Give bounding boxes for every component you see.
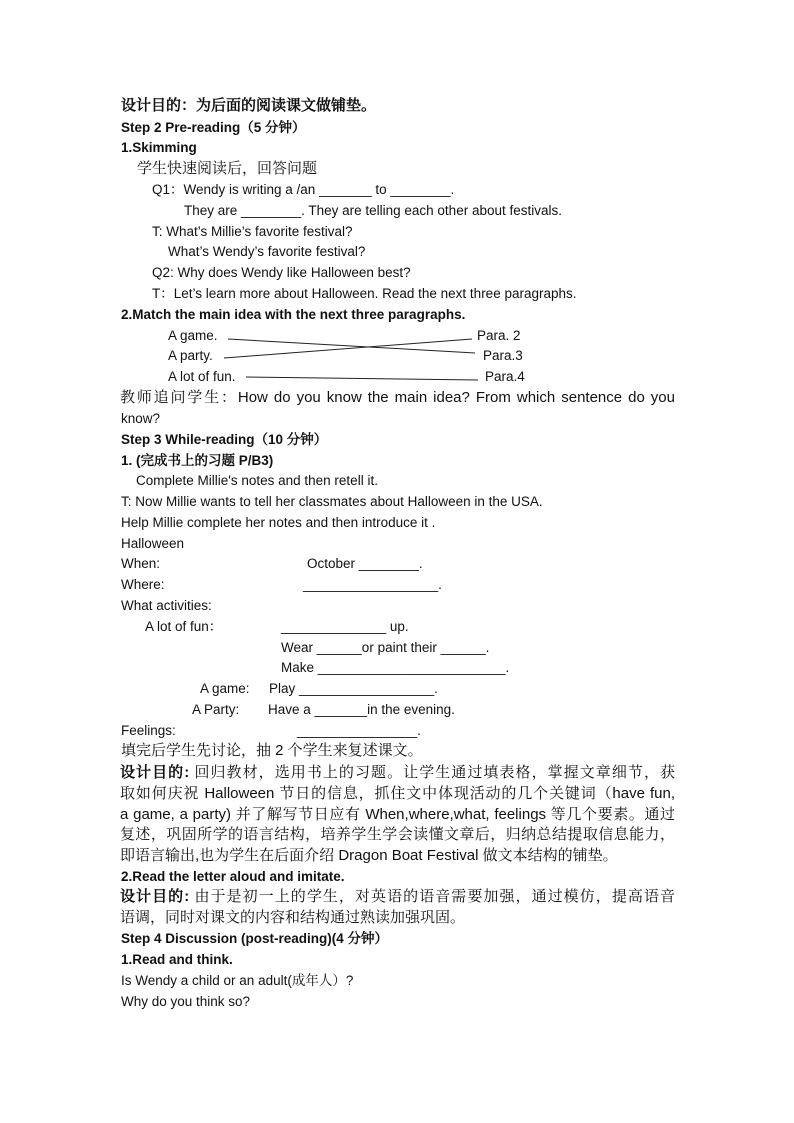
match-left-item: A party. bbox=[168, 348, 213, 363]
question-why: Why do you think so? bbox=[121, 994, 251, 1009]
notes-activities-label: What activities: bbox=[121, 598, 212, 613]
match-right-item: Para.4 bbox=[485, 369, 525, 384]
notes-game-blank: Play __________________. bbox=[269, 681, 438, 696]
teacher-instruction-3: T: Now Millie wants to tell her classmates about Halloween in the USA. bbox=[121, 494, 543, 509]
read-think-heading: 1.Read and think. bbox=[121, 952, 233, 967]
notes-feelings-label: Feelings: bbox=[121, 723, 176, 738]
design-purpose-2-label: 设计目的: bbox=[120, 764, 190, 781]
notes-fun-label: A lot of fun： bbox=[145, 619, 223, 634]
exercise-1-heading: 1. (完成书上的习题 P/B3) bbox=[121, 453, 274, 468]
help-instruction: Help Millie complete her notes and then introduce it . bbox=[121, 515, 436, 530]
after-filling-instruction: 填完后学生先讨论，抽 2 个学生来复述课文。 bbox=[121, 742, 423, 759]
exercise-1-instruction: Complete Millie's notes and then retell it. bbox=[136, 473, 378, 488]
match-line-game-para3 bbox=[228, 339, 475, 353]
notes-game-label: A game: bbox=[200, 681, 250, 696]
read-aloud-heading: 2.Read the letter aloud and imitate. bbox=[121, 869, 345, 884]
design-purpose-2-text: 回归教材，选用书上的习题。让学生通过填表格，掌握文章细节，获 bbox=[194, 764, 676, 781]
notes-when-label: When: bbox=[121, 556, 161, 571]
question-child-or-adult: Is Wendy a child or an adult(成年人）? bbox=[121, 973, 354, 988]
step4-heading: Step 4 Discussion (post-reading)(4 分钟） bbox=[121, 931, 389, 946]
notes-party-blank: Have a _______in the evening. bbox=[268, 702, 455, 717]
teacher-follow-up: 教师追问学生：How do you know the main idea? From which sentence do you bbox=[120, 389, 675, 406]
step2-heading: Step 2 Pre-reading（5 分钟） bbox=[121, 120, 306, 135]
skimming-heading: 1.Skimming bbox=[121, 140, 197, 155]
skimming-instruction: 学生快速阅读后，回答问题 bbox=[137, 160, 318, 177]
notes-when-blank: October ________. bbox=[307, 556, 423, 571]
notes-title: Halloween bbox=[121, 536, 185, 551]
notes-fun-blank-1: ______________ up. bbox=[281, 619, 409, 634]
design-purpose-2-line-4: 复述，巩固所学的语言结构，培养学生学会读懂文章后，归纳总结提取信息能力， bbox=[120, 826, 675, 843]
design-purpose-3-label: 设计目的: bbox=[120, 888, 190, 905]
match-line-party-para2 bbox=[224, 339, 472, 358]
match-line-fun-para4 bbox=[246, 377, 478, 380]
notes-where-label: Where: bbox=[121, 577, 165, 592]
design-purpose-3-line-2: 语调，同时对课文的内容和结构通过熟读加强巩固。 bbox=[120, 909, 466, 926]
teacher-instruction-2: T：Let’s learn more about Halloween. Read the next three paragraphs. bbox=[152, 286, 577, 301]
step3-heading: Step 3 While-reading（10 分钟） bbox=[121, 432, 328, 447]
notes-where-blank: __________________. bbox=[303, 577, 442, 592]
teacher-question-1-line-2: What’s Wendy’s favorite festival? bbox=[168, 244, 366, 259]
match-heading: 2.Match the main idea with the next three paragraphs. bbox=[121, 307, 466, 322]
design-purpose-2-line-2: 取如何庆祝 Halloween 节日的信息，抓住文中体现活动的几个关键词（have fun, bbox=[120, 785, 675, 802]
design-purpose-2-line-3: a game, a party) 并了解写节日应有 When,where,what, feelings 等几个要素。通过 bbox=[120, 806, 675, 823]
design-purpose-2 bbox=[120, 764, 675, 782]
question-1-line-2: They are ________. They are telling each other about festivals. bbox=[184, 203, 562, 218]
question-2: Q2: Why does Wendy like Halloween best? bbox=[152, 265, 411, 280]
match-right-item: Para. 2 bbox=[477, 328, 521, 343]
match-left-item: A game. bbox=[168, 328, 218, 343]
design-purpose-3 bbox=[120, 888, 675, 906]
notes-feelings-blank: ________________. bbox=[297, 723, 421, 738]
teacher-question-1: T: What’s Millie’s favorite festival? bbox=[152, 224, 353, 239]
notes-party-label: A Party: bbox=[192, 702, 240, 717]
design-purpose-2-line-5: 即语言输出,也为学生在后面介绍 Dragon Boat Festival 做文本结构的铺垫。 bbox=[120, 847, 618, 864]
match-left-item: A lot of fun. bbox=[168, 369, 236, 384]
notes-fun-blank-3: Make _________________________. bbox=[281, 660, 510, 675]
teacher-follow-up-line-2: know? bbox=[121, 411, 161, 426]
match-right-item: Para.3 bbox=[483, 348, 523, 363]
question-1: Q1：Wendy is writing a /an _______ to ________. bbox=[152, 182, 455, 197]
notes-fun-blank-2: Wear ______or paint their ______. bbox=[281, 640, 490, 655]
design-purpose-1: 设计目的：为后面的阅读课文做铺垫。 bbox=[121, 97, 377, 114]
design-purpose-3-text: 由于是初一上的学生，对英语的语音需要加强，通过模仿，提高语音 bbox=[194, 888, 676, 905]
